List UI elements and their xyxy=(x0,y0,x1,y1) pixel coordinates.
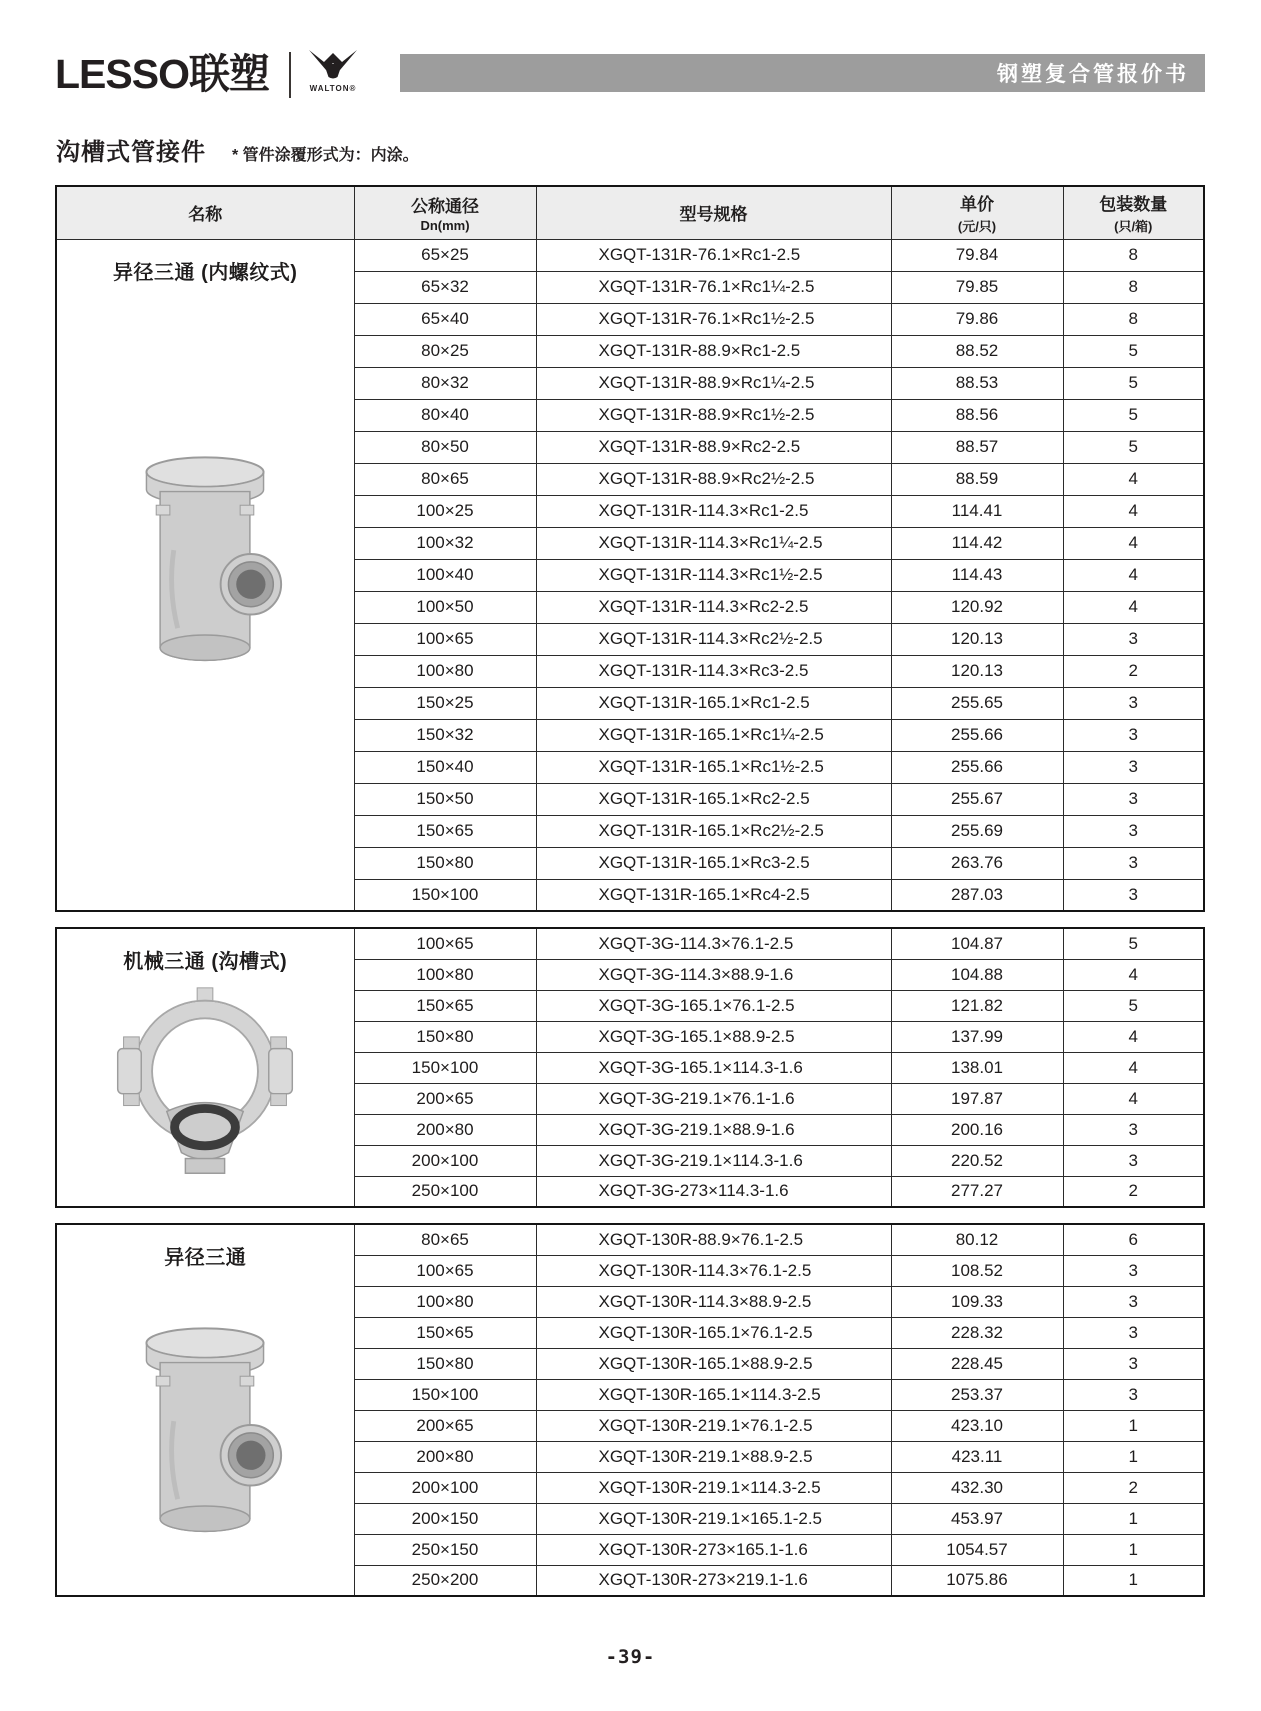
model-cell: XGQT-131R-76.1×Rc1¼-2.5 xyxy=(536,271,891,303)
dn-cell: 80×25 xyxy=(354,335,536,367)
product-name: 异径三通 xyxy=(164,1247,247,1269)
price-cell: 255.69 xyxy=(891,815,1063,847)
qty-cell: 4 xyxy=(1063,959,1204,990)
price-cell: 277.27 xyxy=(891,1176,1063,1207)
walton-ox-icon xyxy=(305,49,361,79)
qty-cell: 5 xyxy=(1063,990,1204,1021)
dn-cell: 250×200 xyxy=(354,1565,536,1596)
qty-cell: 1 xyxy=(1063,1503,1204,1534)
price-cell: 88.59 xyxy=(891,463,1063,495)
product-cell-reducing-tee-threaded xyxy=(56,239,354,911)
dn-cell: 200×65 xyxy=(354,1410,536,1441)
walton-logo-text: WALTON® xyxy=(309,84,357,93)
model-cell: XGQT-3G-219.1×88.9-1.6 xyxy=(536,1114,891,1145)
dn-cell: 150×80 xyxy=(354,847,536,879)
lesso-logo-text: LESSO联塑 xyxy=(55,51,269,97)
dn-cell: 150×80 xyxy=(354,1021,536,1052)
qty-cell: 5 xyxy=(1063,399,1204,431)
qty-cell: 4 xyxy=(1063,1021,1204,1052)
qty-cell: 3 xyxy=(1063,783,1204,815)
dn-cell: 150×32 xyxy=(354,719,536,751)
dn-cell: 150×65 xyxy=(354,1317,536,1348)
model-cell: XGQT-131R-165.1×Rc1½-2.5 xyxy=(536,751,891,783)
table-header xyxy=(56,186,1204,239)
qty-cell: 4 xyxy=(1063,559,1204,591)
dn-cell: 80×40 xyxy=(354,399,536,431)
qty-cell: 6 xyxy=(1063,1224,1204,1255)
model-cell: XGQT-131R-114.3×Rc2-2.5 xyxy=(536,591,891,623)
model-cell: XGQT-131R-165.1×Rc4-2.5 xyxy=(536,879,891,911)
dn-cell: 150×100 xyxy=(354,879,536,911)
qty-cell: 1 xyxy=(1063,1534,1204,1565)
model-cell: XGQT-3G-219.1×76.1-1.6 xyxy=(536,1083,891,1114)
model-cell: XGQT-131R-114.3×Rc1¼-2.5 xyxy=(536,527,891,559)
qty-cell: 5 xyxy=(1063,367,1204,399)
price-cell: 228.45 xyxy=(891,1348,1063,1379)
qty-cell: 3 xyxy=(1063,719,1204,751)
model-cell: XGQT-130R-219.1×165.1-2.5 xyxy=(536,1503,891,1534)
price-cell: 263.76 xyxy=(891,847,1063,879)
table-row xyxy=(56,928,1204,959)
col-header-dn: 公称通径 Dn(mm) xyxy=(354,186,536,239)
model-cell: XGQT-130R-219.1×76.1-2.5 xyxy=(536,1410,891,1441)
col-header-price: 单价 (元/只) xyxy=(891,186,1063,239)
model-cell: XGQT-3G-114.3×88.9-1.6 xyxy=(536,959,891,990)
qty-cell: 3 xyxy=(1063,623,1204,655)
price-cell: 104.88 xyxy=(891,959,1063,990)
qty-cell: 3 xyxy=(1063,1379,1204,1410)
price-cell: 88.56 xyxy=(891,399,1063,431)
product-cell-reducing-tee-grooved xyxy=(56,1224,354,1596)
price-cell: 255.66 xyxy=(891,751,1063,783)
qty-cell: 3 xyxy=(1063,847,1204,879)
price-cell: 255.67 xyxy=(891,783,1063,815)
price-cell: 137.99 xyxy=(891,1021,1063,1052)
price-cell: 255.65 xyxy=(891,687,1063,719)
dn-cell: 80×65 xyxy=(354,1224,536,1255)
model-cell: XGQT-131R-88.9×Rc1¼-2.5 xyxy=(536,367,891,399)
price-cell: 120.13 xyxy=(891,623,1063,655)
model-cell: XGQT-131R-88.9×Rc2½-2.5 xyxy=(536,463,891,495)
model-cell: XGQT-3G-165.1×114.3-1.6 xyxy=(536,1052,891,1083)
qty-cell: 4 xyxy=(1063,1083,1204,1114)
page-footer xyxy=(0,1646,1261,1668)
title-row xyxy=(56,132,419,167)
qty-cell: 5 xyxy=(1063,335,1204,367)
dn-cell: 100×80 xyxy=(354,1286,536,1317)
price-cell: 120.13 xyxy=(891,655,1063,687)
qty-cell: 4 xyxy=(1063,495,1204,527)
dn-cell: 100×80 xyxy=(354,655,536,687)
dn-cell: 200×150 xyxy=(354,1503,536,1534)
dn-cell: 150×50 xyxy=(354,783,536,815)
model-cell: XGQT-130R-114.3×88.9-2.5 xyxy=(536,1286,891,1317)
qty-cell: 2 xyxy=(1063,1472,1204,1503)
page-title: 沟槽式管接件 xyxy=(56,139,206,166)
qty-cell: 4 xyxy=(1063,463,1204,495)
model-cell: XGQT-130R-273×165.1-1.6 xyxy=(536,1534,891,1565)
brand-header xyxy=(55,48,1205,102)
price-cell: 88.52 xyxy=(891,335,1063,367)
model-cell: XGQT-130R-114.3×76.1-2.5 xyxy=(536,1255,891,1286)
price-cell: 80.12 xyxy=(891,1224,1063,1255)
model-cell: XGQT-3G-219.1×114.3-1.6 xyxy=(536,1145,891,1176)
model-cell: XGQT-130R-273×219.1-1.6 xyxy=(536,1565,891,1596)
dn-cell: 150×65 xyxy=(354,815,536,847)
dn-cell: 65×40 xyxy=(354,303,536,335)
mechanical-tee-photo xyxy=(102,980,308,1186)
dn-cell: 200×100 xyxy=(354,1472,536,1503)
model-cell: XGQT-131R-88.9×Rc2-2.5 xyxy=(536,431,891,463)
price-cell: 423.11 xyxy=(891,1441,1063,1472)
model-cell: XGQT-130R-165.1×88.9-2.5 xyxy=(536,1348,891,1379)
dn-cell: 200×80 xyxy=(354,1114,536,1145)
qty-cell: 5 xyxy=(1063,928,1204,959)
table-reducing-tee xyxy=(55,1223,1205,1597)
dn-cell: 100×65 xyxy=(354,623,536,655)
product-name: 异径三通 (内螺纹式) xyxy=(113,261,298,284)
table-reducing-tee-threaded xyxy=(55,185,1205,912)
model-cell: XGQT-3G-165.1×88.9-2.5 xyxy=(536,1021,891,1052)
table-mechanical-tee-grooved xyxy=(55,927,1205,1208)
header-row xyxy=(56,186,1204,239)
dn-cell: 100×65 xyxy=(354,928,536,959)
price-cell: 432.30 xyxy=(891,1472,1063,1503)
product-cell-mechanical-tee-grooved xyxy=(56,928,354,1207)
price-cell: 108.52 xyxy=(891,1255,1063,1286)
price-cell: 255.66 xyxy=(891,719,1063,751)
price-cell: 197.87 xyxy=(891,1083,1063,1114)
model-cell: XGQT-131R-165.1×Rc3-2.5 xyxy=(536,847,891,879)
price-tables xyxy=(55,185,1203,1597)
reducing-tee-photo xyxy=(117,1304,293,1548)
price-cell: 79.86 xyxy=(891,303,1063,335)
dn-cell: 150×100 xyxy=(354,1052,536,1083)
dn-cell: 100×80 xyxy=(354,959,536,990)
qty-cell: 3 xyxy=(1063,1286,1204,1317)
model-cell: XGQT-3G-114.3×76.1-2.5 xyxy=(536,928,891,959)
dn-cell: 200×80 xyxy=(354,1441,536,1472)
dn-cell: 150×65 xyxy=(354,990,536,1021)
walton-logo xyxy=(302,49,364,93)
qty-cell: 8 xyxy=(1063,303,1204,335)
dn-cell: 65×32 xyxy=(354,271,536,303)
price-cell: 1075.86 xyxy=(891,1565,1063,1596)
qty-cell: 3 xyxy=(1063,1145,1204,1176)
price-cell: 114.41 xyxy=(891,495,1063,527)
qty-cell: 1 xyxy=(1063,1441,1204,1472)
model-cell: XGQT-3G-165.1×76.1-2.5 xyxy=(536,990,891,1021)
dn-cell: 100×40 xyxy=(354,559,536,591)
page-number: -39- xyxy=(605,1646,656,1668)
qty-cell: 5 xyxy=(1063,431,1204,463)
col-header-model: 型号规格 xyxy=(536,186,891,239)
model-cell: XGQT-130R-165.1×76.1-2.5 xyxy=(536,1317,891,1348)
model-cell: XGQT-131R-165.1×Rc1¼-2.5 xyxy=(536,719,891,751)
lesso-logo xyxy=(55,48,269,100)
model-cell: XGQT-131R-114.3×Rc2½-2.5 xyxy=(536,623,891,655)
price-cell: 109.33 xyxy=(891,1286,1063,1317)
price-cell: 114.43 xyxy=(891,559,1063,591)
qty-cell: 4 xyxy=(1063,591,1204,623)
qty-cell: 3 xyxy=(1063,1348,1204,1379)
qty-cell: 8 xyxy=(1063,239,1204,271)
price-cell: 253.37 xyxy=(891,1379,1063,1410)
col-header-name: 名称 xyxy=(56,186,354,239)
section-body-reducing-tee xyxy=(56,1224,1204,1596)
model-cell: XGQT-131R-114.3×Rc3-2.5 xyxy=(536,655,891,687)
model-cell: XGQT-131R-114.3×Rc1-2.5 xyxy=(536,495,891,527)
model-cell: XGQT-130R-219.1×88.9-2.5 xyxy=(536,1441,891,1472)
price-cell: 114.42 xyxy=(891,527,1063,559)
qty-cell: 3 xyxy=(1063,1114,1204,1145)
qty-cell: 3 xyxy=(1063,815,1204,847)
price-cell: 200.16 xyxy=(891,1114,1063,1145)
model-cell: XGQT-130R-165.1×114.3-2.5 xyxy=(536,1379,891,1410)
price-cell: 79.84 xyxy=(891,239,1063,271)
price-cell: 423.10 xyxy=(891,1410,1063,1441)
price-cell: 121.82 xyxy=(891,990,1063,1021)
dn-cell: 80×65 xyxy=(354,463,536,495)
logo-divider xyxy=(289,52,291,98)
dn-cell: 150×40 xyxy=(354,751,536,783)
dn-cell: 150×100 xyxy=(354,1379,536,1410)
qty-cell: 2 xyxy=(1063,655,1204,687)
coating-note: * 管件涂覆形式为：内涂。 xyxy=(232,147,419,164)
model-cell: XGQT-3G-273×114.3-1.6 xyxy=(536,1176,891,1207)
dn-cell: 200×65 xyxy=(354,1083,536,1114)
model-cell: XGQT-131R-114.3×Rc1½-2.5 xyxy=(536,559,891,591)
dn-cell: 100×50 xyxy=(354,591,536,623)
price-cell: 228.32 xyxy=(891,1317,1063,1348)
col-header-qty: 包装数量 (只/箱) xyxy=(1063,186,1204,239)
model-cell: XGQT-130R-88.9×76.1-2.5 xyxy=(536,1224,891,1255)
section-body-reducing-tee-threaded xyxy=(56,239,1204,911)
qty-cell: 1 xyxy=(1063,1565,1204,1596)
model-cell: XGQT-130R-219.1×114.3-2.5 xyxy=(536,1472,891,1503)
model-cell: XGQT-131R-88.9×Rc1½-2.5 xyxy=(536,399,891,431)
model-cell: XGQT-131R-88.9×Rc1-2.5 xyxy=(536,335,891,367)
qty-cell: 3 xyxy=(1063,1255,1204,1286)
price-cell: 104.87 xyxy=(891,928,1063,959)
dn-cell: 200×100 xyxy=(354,1145,536,1176)
table-row xyxy=(56,1224,1204,1255)
qty-cell: 3 xyxy=(1063,687,1204,719)
section-body-mechanical-tee xyxy=(56,928,1204,1207)
dn-cell: 150×25 xyxy=(354,687,536,719)
dn-cell: 65×25 xyxy=(354,239,536,271)
dn-cell: 250×100 xyxy=(354,1176,536,1207)
model-cell: XGQT-131R-165.1×Rc1-2.5 xyxy=(536,687,891,719)
model-cell: XGQT-131R-76.1×Rc1-2.5 xyxy=(536,239,891,271)
dn-cell: 100×65 xyxy=(354,1255,536,1286)
banner-bar xyxy=(400,54,1205,92)
qty-cell: 8 xyxy=(1063,271,1204,303)
qty-cell: 3 xyxy=(1063,751,1204,783)
price-cell: 453.97 xyxy=(891,1503,1063,1534)
reducing-tee-photo xyxy=(117,433,293,677)
table-row xyxy=(56,239,1204,271)
model-cell: XGQT-131R-165.1×Rc2-2.5 xyxy=(536,783,891,815)
price-cell: 88.57 xyxy=(891,431,1063,463)
price-cell: 287.03 xyxy=(891,879,1063,911)
model-cell: XGQT-131R-165.1×Rc2½-2.5 xyxy=(536,815,891,847)
price-cell: 138.01 xyxy=(891,1052,1063,1083)
price-cell: 220.52 xyxy=(891,1145,1063,1176)
product-name: 机械三通 (沟槽式) xyxy=(123,951,288,973)
dn-cell: 150×80 xyxy=(354,1348,536,1379)
price-cell: 88.53 xyxy=(891,367,1063,399)
dn-cell: 250×150 xyxy=(354,1534,536,1565)
dn-cell: 100×32 xyxy=(354,527,536,559)
dn-cell: 100×25 xyxy=(354,495,536,527)
qty-cell: 4 xyxy=(1063,1052,1204,1083)
price-cell: 79.85 xyxy=(891,271,1063,303)
price-cell: 120.92 xyxy=(891,591,1063,623)
qty-cell: 4 xyxy=(1063,527,1204,559)
qty-cell: 2 xyxy=(1063,1176,1204,1207)
dn-cell: 80×50 xyxy=(354,431,536,463)
qty-cell: 3 xyxy=(1063,879,1204,911)
qty-cell: 1 xyxy=(1063,1410,1204,1441)
dn-cell: 80×32 xyxy=(354,367,536,399)
price-cell: 1054.57 xyxy=(891,1534,1063,1565)
banner-title: 钢塑复合管报价书 xyxy=(997,63,1189,86)
qty-cell: 3 xyxy=(1063,1317,1204,1348)
model-cell: XGQT-131R-76.1×Rc1½-2.5 xyxy=(536,303,891,335)
